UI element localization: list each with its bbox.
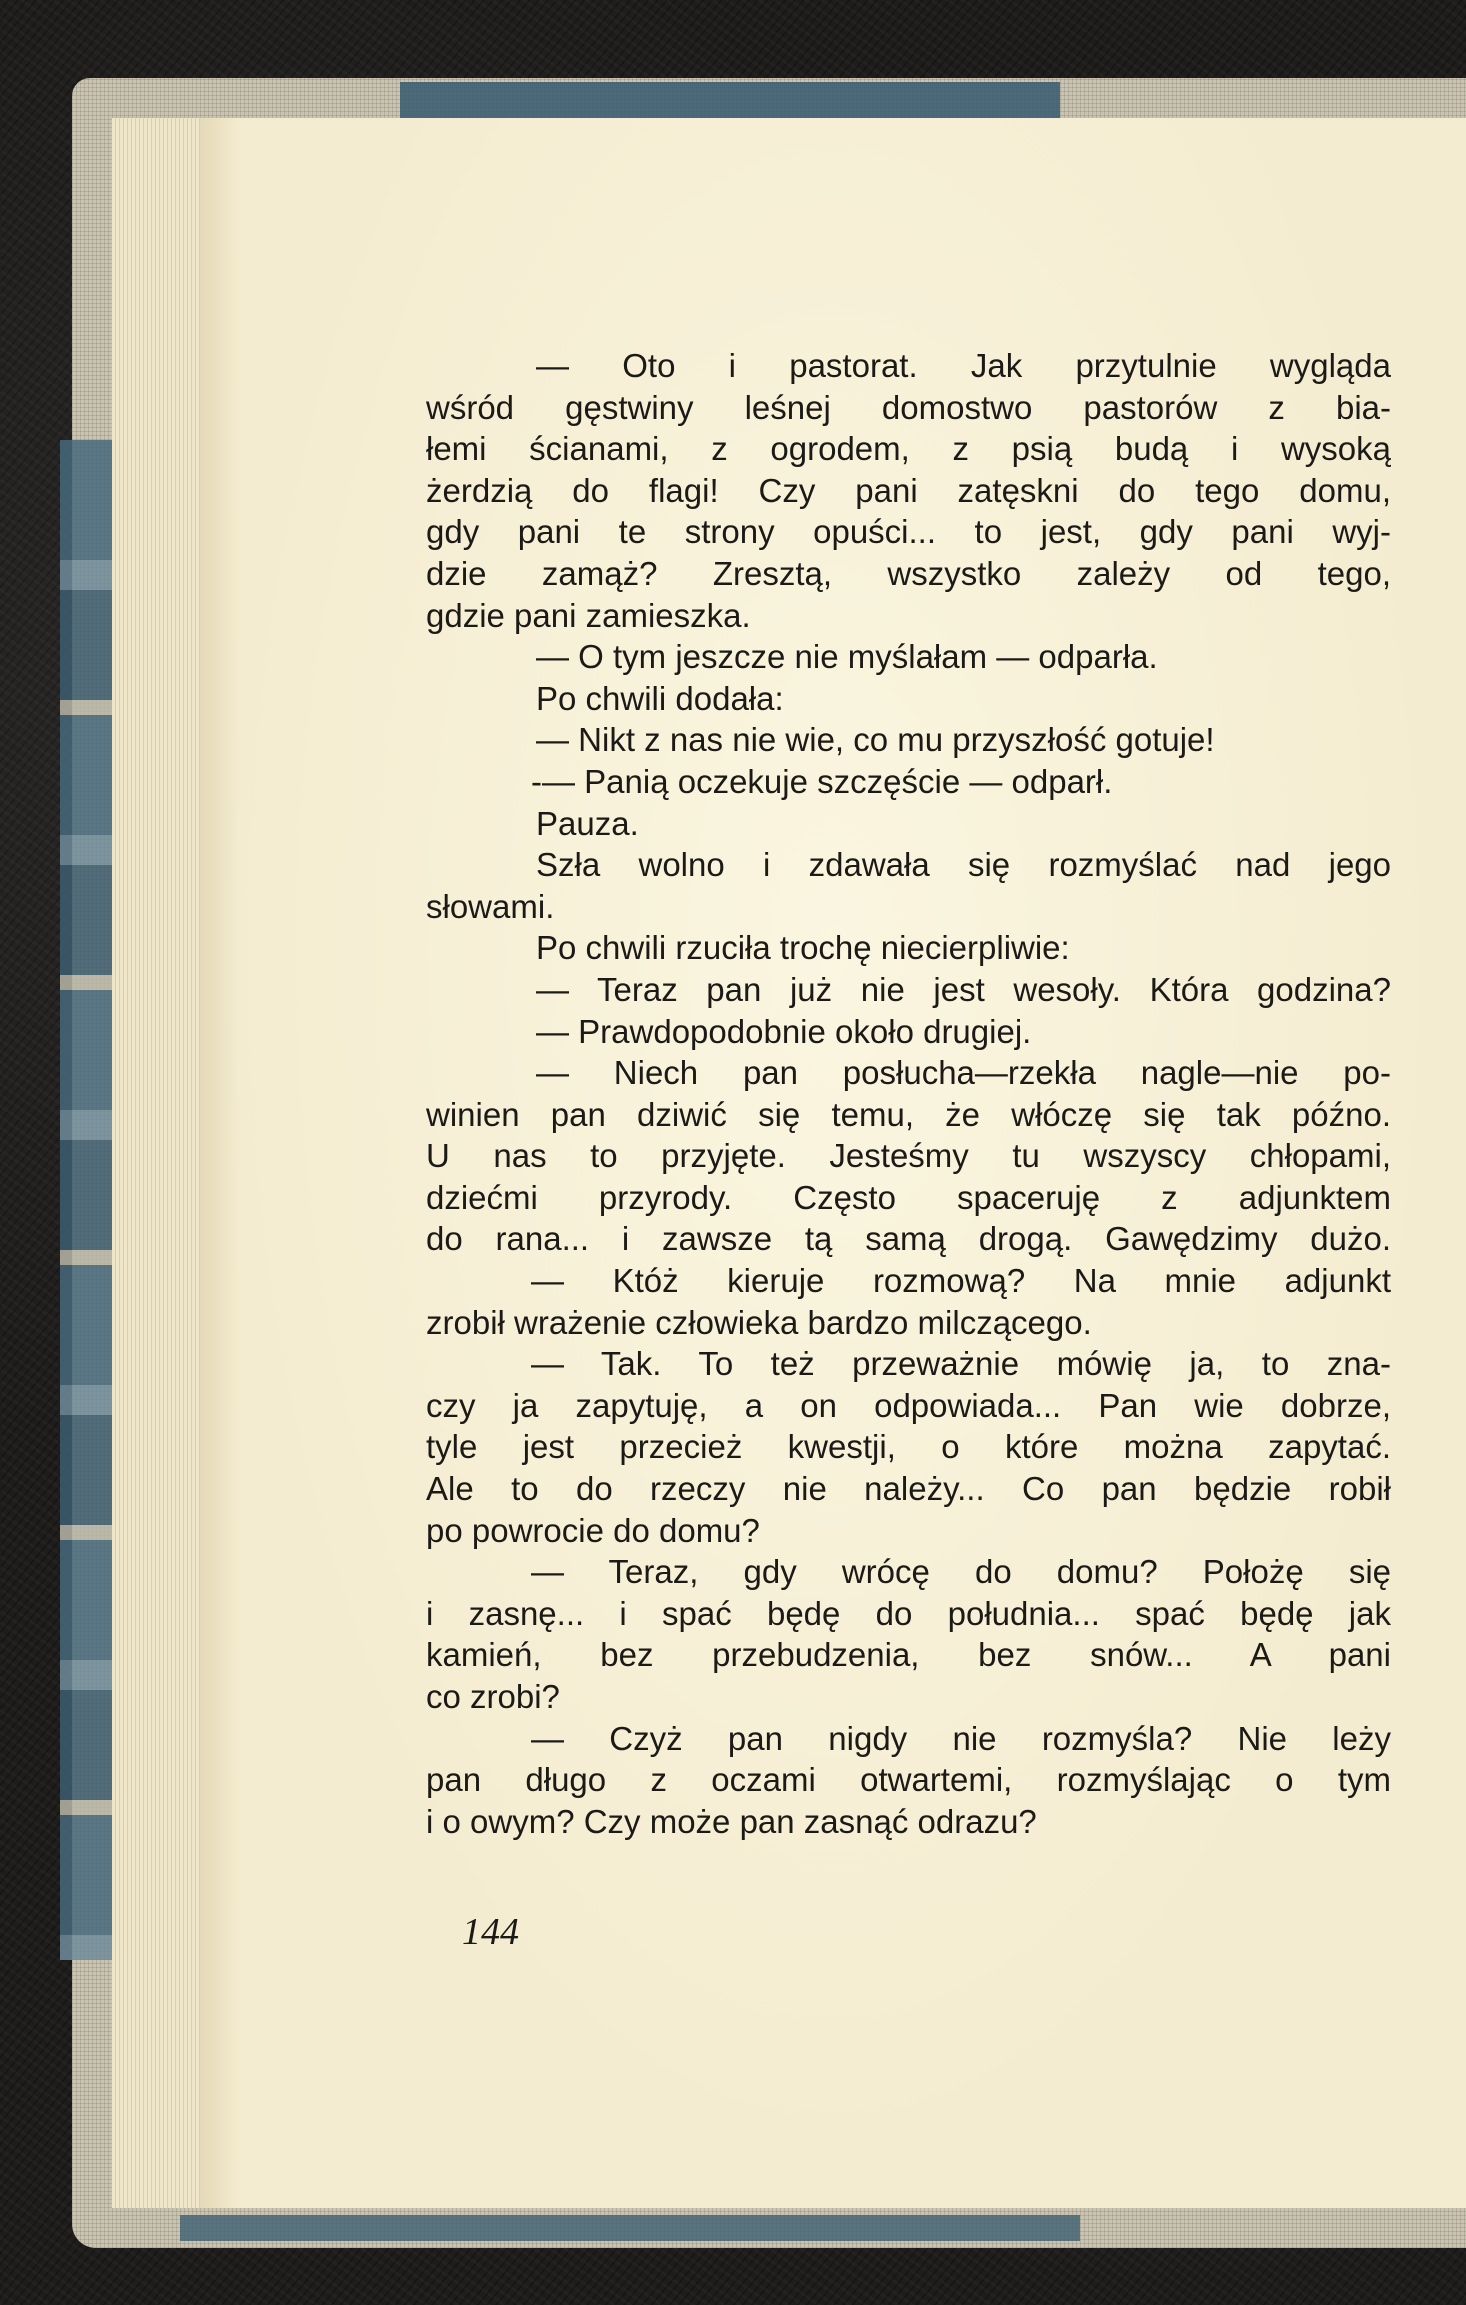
text-line: dzie zamąż? Zresztą, wszystko zależy od tego, — [426, 554, 1391, 592]
text-line: i zasnę... i spać będę do południa... spać będę jak — [426, 1594, 1391, 1632]
text-line: łemi ścianami, z ogrodem, z psią budą i wysoką — [426, 430, 1391, 468]
text-line: Po chwili dodała: — [536, 679, 784, 717]
cover-pattern-bottom — [180, 2215, 1080, 2241]
text-line: U nas to przyjęte. Jesteśmy tu wszyscy chłopami, — [426, 1137, 1391, 1175]
text-line: zrobił wrażenie człowieka bardzo milczącego. — [426, 1303, 1092, 1341]
text-line: — Tak. To też przeważnie mówię ja, to zna- — [531, 1345, 1391, 1383]
text-line: -— Panią oczekuje szczęście — odparł. — [531, 762, 1113, 800]
text-line: Ale to do rzeczy nie należy... Co pan będzie robił — [426, 1470, 1391, 1508]
cover-pattern-top — [400, 82, 1060, 118]
text-line: dziećmi przyrody. Często spaceruję z adjunktem — [426, 1178, 1391, 1216]
page-number: 144 — [462, 1911, 519, 1953]
text-line: gdzie pani zamieszka. — [426, 596, 751, 634]
text-line: gdy pani te strony opuści... to jest, gdy pani wyj- — [426, 513, 1391, 551]
text-line: winien pan dziwić się temu, że włóczę się tak późno. — [426, 1095, 1391, 1133]
text-line: — Teraz pan już nie jest wesoły. Która godzina? — [536, 970, 1391, 1008]
text-line: — Oto i pastorat. Jak przytulnie wygląda — [536, 347, 1391, 384]
text-line: czy ja zapytuję, a on odpowiada... Pan wie dobrze, — [426, 1386, 1391, 1424]
text-line: — Czyż pan nigdy nie rozmyśla? Nie leży — [531, 1719, 1391, 1757]
text-line: tyle jest przecież kwestji, o które można zapytać. — [426, 1428, 1391, 1466]
text-line: Pauza. — [536, 804, 639, 842]
text-line: — O tym jeszcze nie myślałam — odparła. — [536, 638, 1158, 676]
text-line: kamień, bez przebudzenia, bez snów... A pani — [426, 1636, 1391, 1674]
text-line: i o owym? Czy może pan zasnąć odrazu? — [426, 1802, 1037, 1840]
text-line: żerdzią do flagi! Czy pani zatęskni do tego domu, — [426, 471, 1391, 509]
text-line: co zrobi? — [426, 1678, 560, 1715]
text-line: — Nikt z nas nie wie, co mu przyszłość gotuje! — [536, 721, 1215, 759]
text-line: Po chwili rzuciła trochę niecierpliwie: — [536, 929, 1070, 967]
text-line: słowami. — [426, 887, 555, 925]
text-line: po powrocie do domu? — [426, 1511, 760, 1549]
text-line: pan długo z oczami otwartemi, rozmyślając o tym — [426, 1761, 1391, 1799]
text-line: — Niech pan posłucha—rzekła nagle—nie po- — [536, 1054, 1391, 1092]
page-text — [426, 345, 1391, 1842]
cover-pattern-left — [60, 440, 114, 1960]
text-line: — Prawdopodobnie około drugiej. — [536, 1012, 1032, 1050]
text-line: — Teraz, gdy wrócę do domu? Położę się — [531, 1553, 1391, 1591]
text-line: — Któż kieruje rozmową? Na mnie adjunkt — [531, 1262, 1391, 1300]
text-line: do rana... i zawsze tą samą drogą. Gawędzimy dużo. — [426, 1220, 1391, 1258]
text-line: Szła wolno i zdawała się rozmyślać nad jego — [536, 846, 1391, 884]
text-line: wśród gęstwiny leśnej domostwo pastorów z bia- — [426, 388, 1391, 426]
